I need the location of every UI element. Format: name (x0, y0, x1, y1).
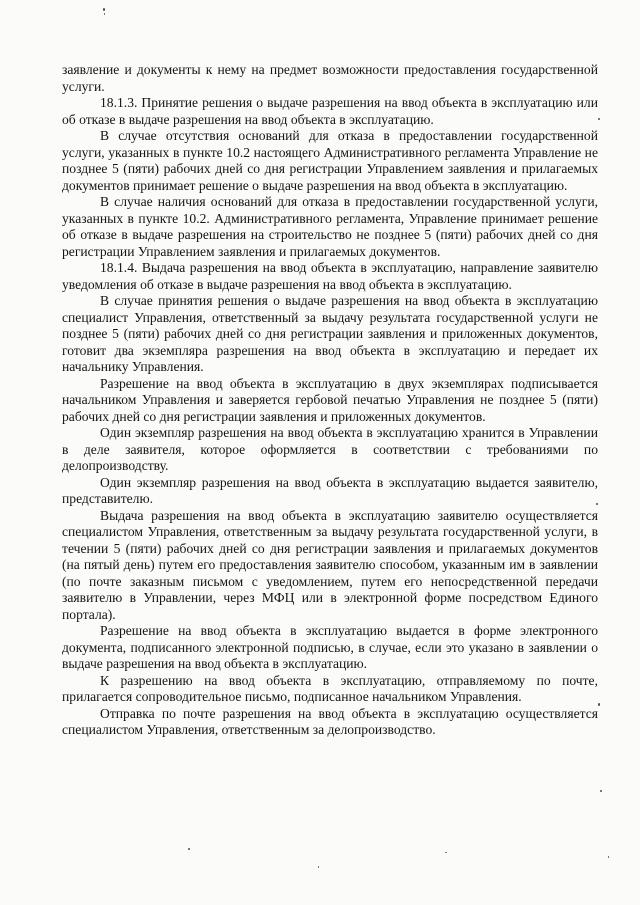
paragraph: К разрешению на ввод объекта в эксплуатацию, отправляемому по почте, прилагается сопроводительное письмо, подписанное начальником Управления. (62, 672, 598, 704)
document-body (62, 62, 598, 739)
scan-speck (598, 703, 600, 706)
scan-speck (103, 8, 105, 11)
paragraph: Разрешение на ввод объекта в эксплуатацию в двух экземплярах подписывается начальником Управления и заверяется гербовой печатью Управления не позднее 5 (пяти) рабочих дней со дня регистрации заявления и приложенных документов. (62, 375, 598, 424)
scan-speck (318, 866, 319, 868)
paragraph: Разрешение на ввод объекта в эксплуатацию выдается в форме электронного документа, подписанного электронной подписью, в случае, если это указано в заявлении о выдаче разрешения на ввод объекта в эксплуатацию. (62, 623, 598, 671)
paragraph: Выдача разрешения на ввод объекта в эксплуатацию заявителю осуществляется специалистом Управления, ответственным за выдачу результата государственной услуги, в течении 5 (пяти) рабочих дней со дня регистрации заявления и прилагаемых документов (на пятый день) путем его предоставления заявителю способом, указанным им в заявлении (по почте заказным письмом с уведомлением, путем его непосредственной передачи заявителю в Управлении, через МФЦ или в электронной форме посредством Единого портала). (62, 507, 598, 622)
paragraph: 18.1.4. Выдача разрешения на ввод объекта в эксплуатацию, направление заявителю уведомления об отказе в выдаче разрешения на ввод объекта в эксплуатацию. (62, 260, 598, 292)
scan-speck (600, 790, 602, 792)
paragraph: заявление и документы к нему на предмет возможности предоставления государственной услуги. (62, 62, 598, 94)
paragraph: В случае принятия решения о выдаче разрешения на ввод объекта в эксплуатацию специалист Управления, ответственный за выдачу результата государственной услуги не позднее 5 (пяти) рабочих дней со дня регистрации заявления и приложенных документов, готовит два экземпляра разрешения на ввод объекта в эксплуатацию и передает их начальнику Управления. (62, 293, 598, 374)
scan-speck (608, 856, 609, 858)
paragraph: В случае отсутствия оснований для отказа в предоставлении государственной услуги, указанных в пункте 10.2 настоящего Административного регламента Управление не позднее 5 (пяти) рабочих дней со дня регистрации Управлением заявления и прилагаемых документов принимает решение о выдаче разрешения на ввод объекта в эксплуатацию. (62, 128, 598, 193)
scan-speck (445, 852, 447, 853)
scan-speck (598, 118, 600, 120)
scan-speck (104, 13, 105, 15)
paragraph: 18.1.3. Принятие решения о выдаче разрешения на ввод объекта в эксплуатацию или об отказе в выдаче разрешения на ввод объекта в эксплуатацию. (62, 95, 598, 127)
paragraph: Один экземпляр разрешения на ввод объекта в эксплуатацию выдается заявителю, представителю. (62, 474, 598, 506)
scan-speck (188, 848, 190, 850)
paragraph: Один экземпляр разрешения на ввод объекта в эксплуатацию хранится в Управлении в деле заявителя, которое оформляется в соответствии с требованиями по делопроизводству. (62, 425, 598, 473)
paragraph: В случае наличия оснований для отказа в предоставлении государственной услуги, указанных в пункте 10.2. Административного регламента, Управление принимает решение об отказе в выдаче разрешения на строительство не позднее 5 (пяти) рабочих дней со дня регистрации Управлением заявления и прилагаемых документов. (62, 194, 598, 259)
paragraph: Отправка по почте разрешения на ввод объекта в эксплуатацию осуществляется специалистом Управления, ответственным за делопроизводство. (62, 705, 598, 737)
